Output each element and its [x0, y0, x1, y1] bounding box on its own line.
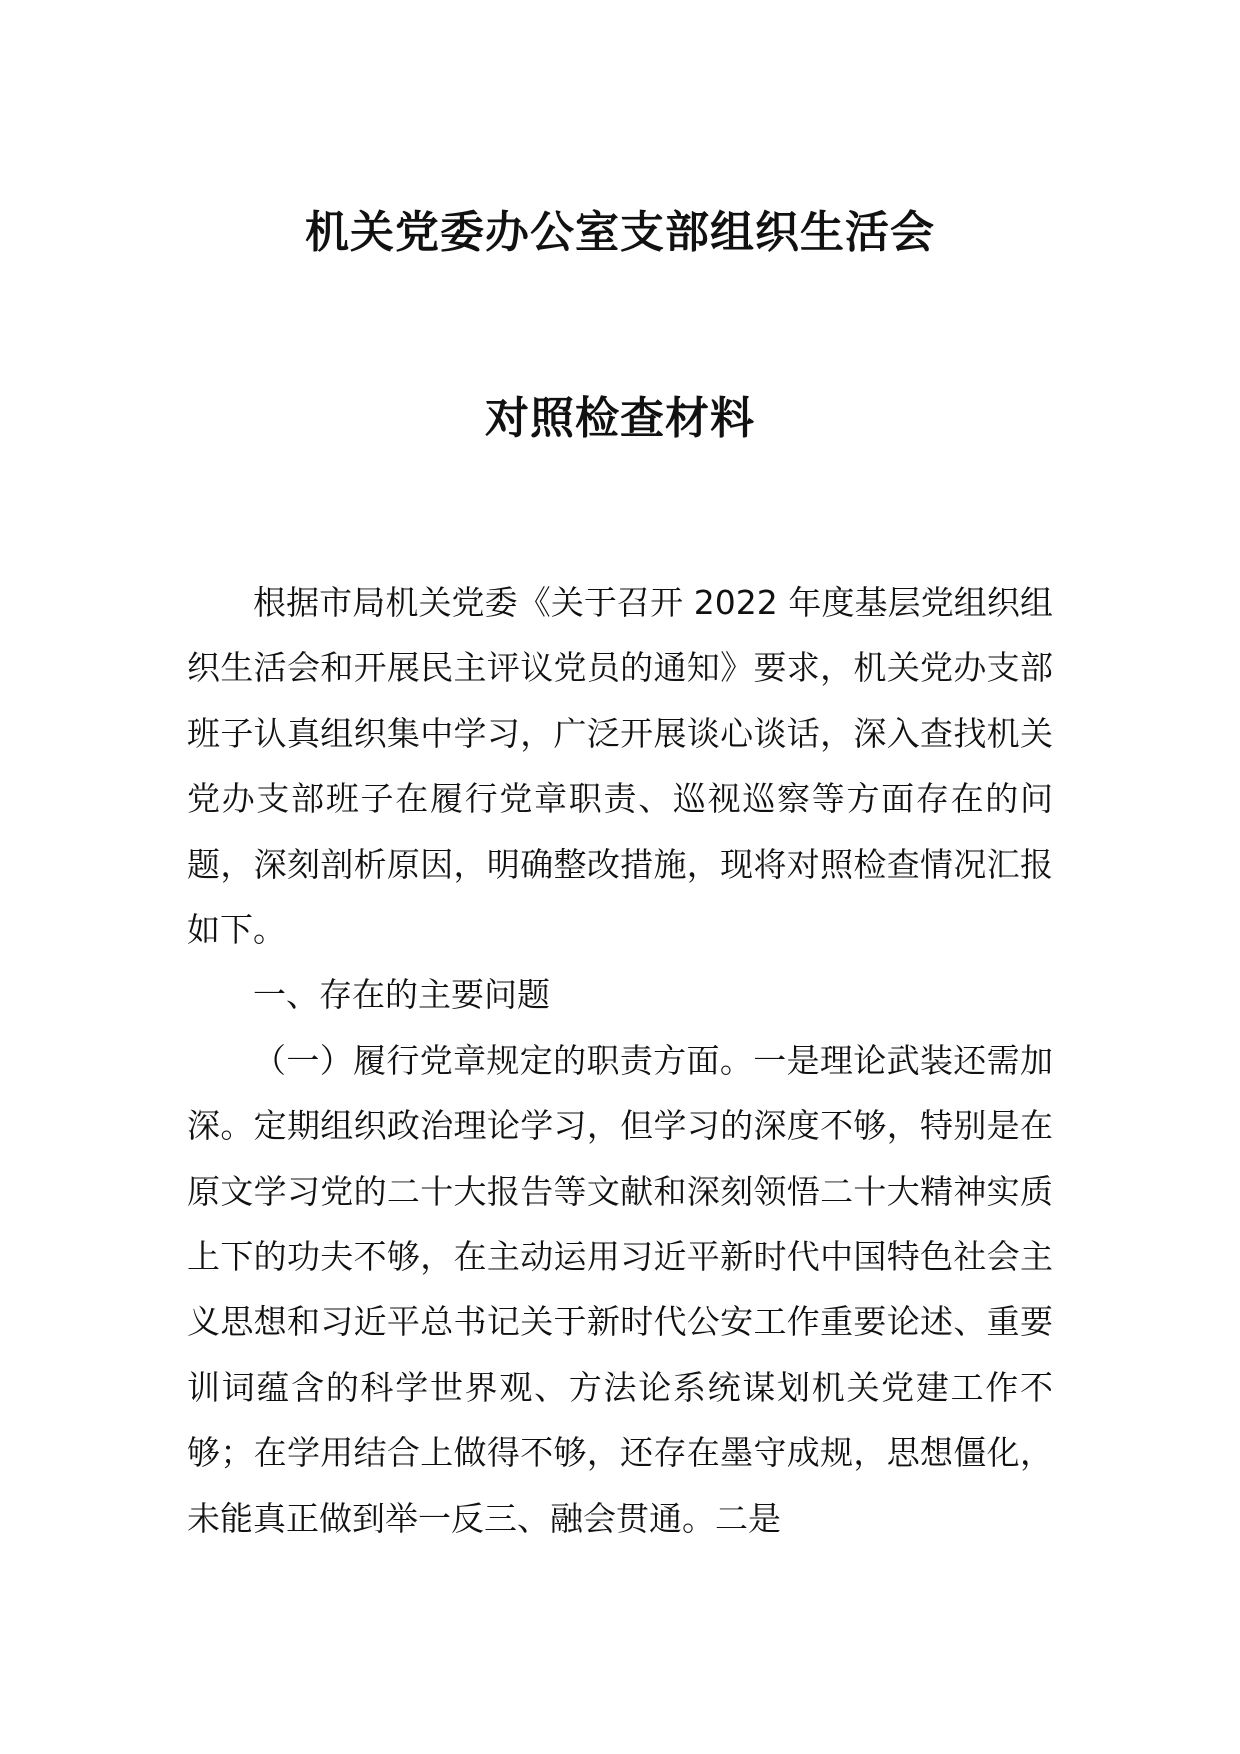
- document-subtitle: 对照检查材料: [485, 393, 755, 444]
- section-heading: 一、存在的主要问题: [253, 975, 550, 1015]
- document-title: 机关党委办公室支部组织生活会: [305, 207, 935, 258]
- body-paragraph: （一）履行党章规定的职责方面。一是理论武装还需加深。定期组织政治理论学习，但学习的深度不够，特别是在原文学习党的二十大报告等文献和深刻领悟二十大精神实质上下的功夫不够，在主动运用习近平新时代中国特色社会主义思想和习近平总书记关于新时代公安工作重要论述、重要训词蕴含的科学世界观、方法论系统谋划机关党建工作不够；在学用结合上做得不够，还存在墨守成规，思想僵化，未能真正做到举一反三、融会贯通。二是: [187, 1040, 1053, 1538]
- document-body: [187, 570, 1053, 1551]
- intro-paragraph: 根据市局机关党委《关于召开 2022 年度基层党组织组织生活会和开展民主评议党员的通知》要求，机关党办支部班子认真组织集中学习，广泛开展谈心谈话，深入查找机关党办支部班子在履行党章职责、巡视巡察等方面存在的问题，深刻剖析原因，明确整改措施，现将对照检查情况汇报如下。: [187, 583, 1053, 950]
